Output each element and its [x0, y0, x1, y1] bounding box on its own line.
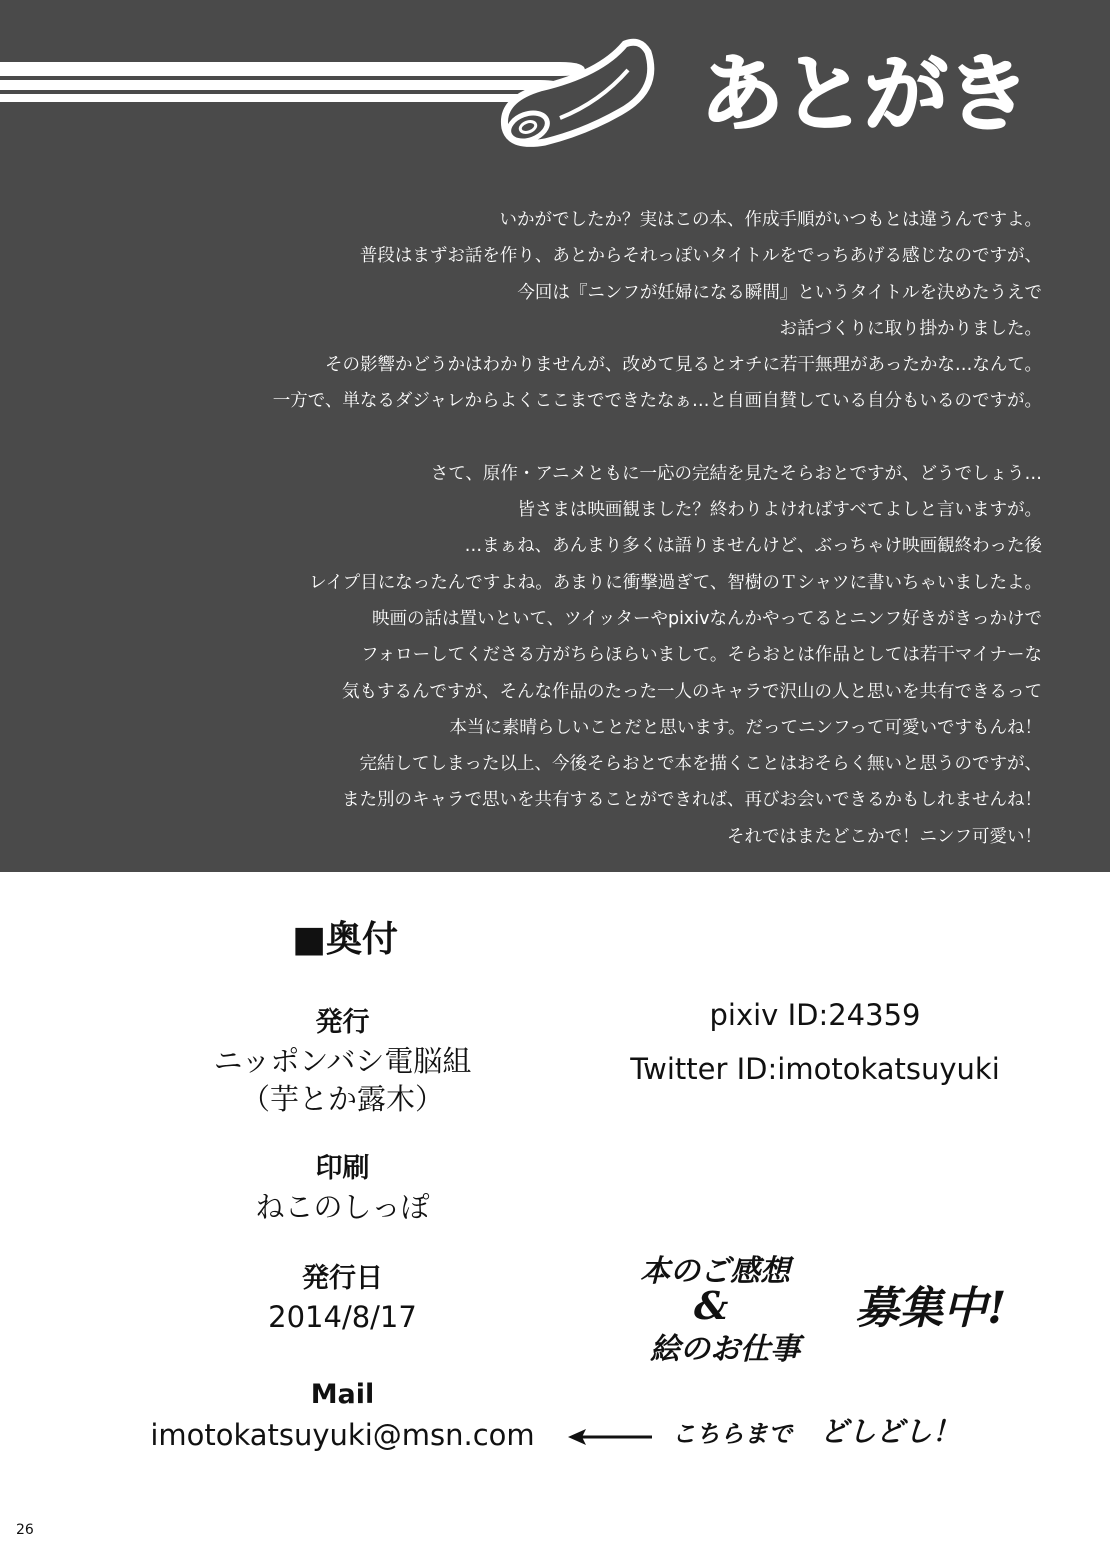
- arrow-left-icon: [566, 1422, 656, 1452]
- afterword-line: 今回は『ニンフが妊婦になる瞬間』というタイトルを決めたうえで: [517, 282, 1042, 303]
- printer-block: [150, 1150, 535, 1226]
- afterword-line: レイプ目になったんですよね。あまりに衝撃過ぎて、智樹のＴシャツに書いちゃいましたよ。: [309, 572, 1042, 593]
- handwritten-here: こちらまで: [672, 1419, 792, 1448]
- printer-name: ねこのしっぽ: [255, 1190, 430, 1224]
- pixiv-id[interactable]: pixiv ID:24359: [709, 998, 921, 1032]
- mail-address[interactable]: imotokatsuyuki@msn.com: [150, 1418, 535, 1452]
- afterword-line: フォローしてくださる方がちらほらいまして。そらおとは作品としては若干マイナーな: [361, 645, 1042, 666]
- date-label: 発行日: [302, 1263, 383, 1294]
- publisher-person: （芋とか露木）: [240, 1082, 444, 1116]
- afterword-line: それではまたどこかで！ニンフ可愛い！: [727, 826, 1042, 847]
- afterword-line: 一方で、単なるダジャレからよくここまでできたなぁ…と自画自賛している自分もいるのですが。: [272, 391, 1042, 412]
- afterword-line: また別のキャラで思いを共有することができれば、再びお会いできるかもしれませんね！: [342, 790, 1042, 811]
- publisher-block: [150, 1004, 535, 1118]
- social-ids: [600, 988, 1030, 1096]
- afterword-line: 映画の話は置いといて、ツイッターやpixivなんかやってるとニンフ好きがきっかけで: [372, 608, 1042, 629]
- afterword-line: 気もするんですが、そんな作品のたった一人のキャラで沢山の人と思いを共有できるって: [342, 681, 1042, 702]
- wing-icon: [504, 42, 650, 146]
- twitter-id[interactable]: Twitter ID:imotokatsuyuki: [630, 1052, 1000, 1086]
- afterword-line: 完結してしまった以上、今後そらおとで本を描くことはおそらく無いと思うのですが、: [359, 754, 1042, 775]
- afterword-title: あとがき: [700, 45, 1029, 143]
- printer-label: 印刷: [315, 1153, 370, 1184]
- handwritten-dondon: どしどし！: [820, 1415, 961, 1448]
- afterword-line: お話づくりに取り掛かりました。: [779, 318, 1042, 339]
- handwritten-recruiting: 募集中!: [855, 1283, 1007, 1334]
- mail-label: Mail: [310, 1379, 375, 1410]
- afterword-text: [273, 202, 1042, 855]
- afterword-line: その影響かどうかはわかりませんが、改めて見るとオチに若干無理があったかな…なんて。: [325, 355, 1042, 376]
- colophon-title: ■奥付: [292, 919, 399, 960]
- afterword-line: 本当に素晴らしいことだと思います。だってニンフって可愛いですもんね！: [449, 717, 1042, 738]
- afterword-line: さて、原作・アニメともに一応の完結を見たそらおとですが、どうでしょう…: [430, 463, 1042, 484]
- afterword-line: 普段はまずお話を作り、あとからそれっぽいタイトルをでっちあげる感じなのですが、: [359, 246, 1042, 267]
- publisher-label: 発行: [315, 1007, 370, 1038]
- publisher-name: ニッポンバシ電脳組: [213, 1044, 472, 1078]
- afterword-line: いかがでしたか？実はこの本、作成手順がいつもとは違うんですよ。: [499, 210, 1042, 230]
- paragraph-gap: [273, 420, 1042, 456]
- date-value: 2014/8/17: [268, 1300, 417, 1334]
- mail-block: [150, 1376, 535, 1454]
- afterword-line: 皆さまは映画観ました？終わりよければすべてよしと言いますが。: [517, 500, 1042, 521]
- handwritten-ampersand: &: [694, 1283, 729, 1328]
- date-block: [150, 1260, 535, 1336]
- afterword-line: …まぁね、あんまり多くは語りませんけど、ぶっちゃけ映画観終わった後: [464, 536, 1042, 557]
- handwritten-work: 絵のお仕事: [650, 1332, 800, 1367]
- handwritten-impressions: 本のご感想: [640, 1254, 790, 1289]
- page-number: 26: [16, 1522, 34, 1538]
